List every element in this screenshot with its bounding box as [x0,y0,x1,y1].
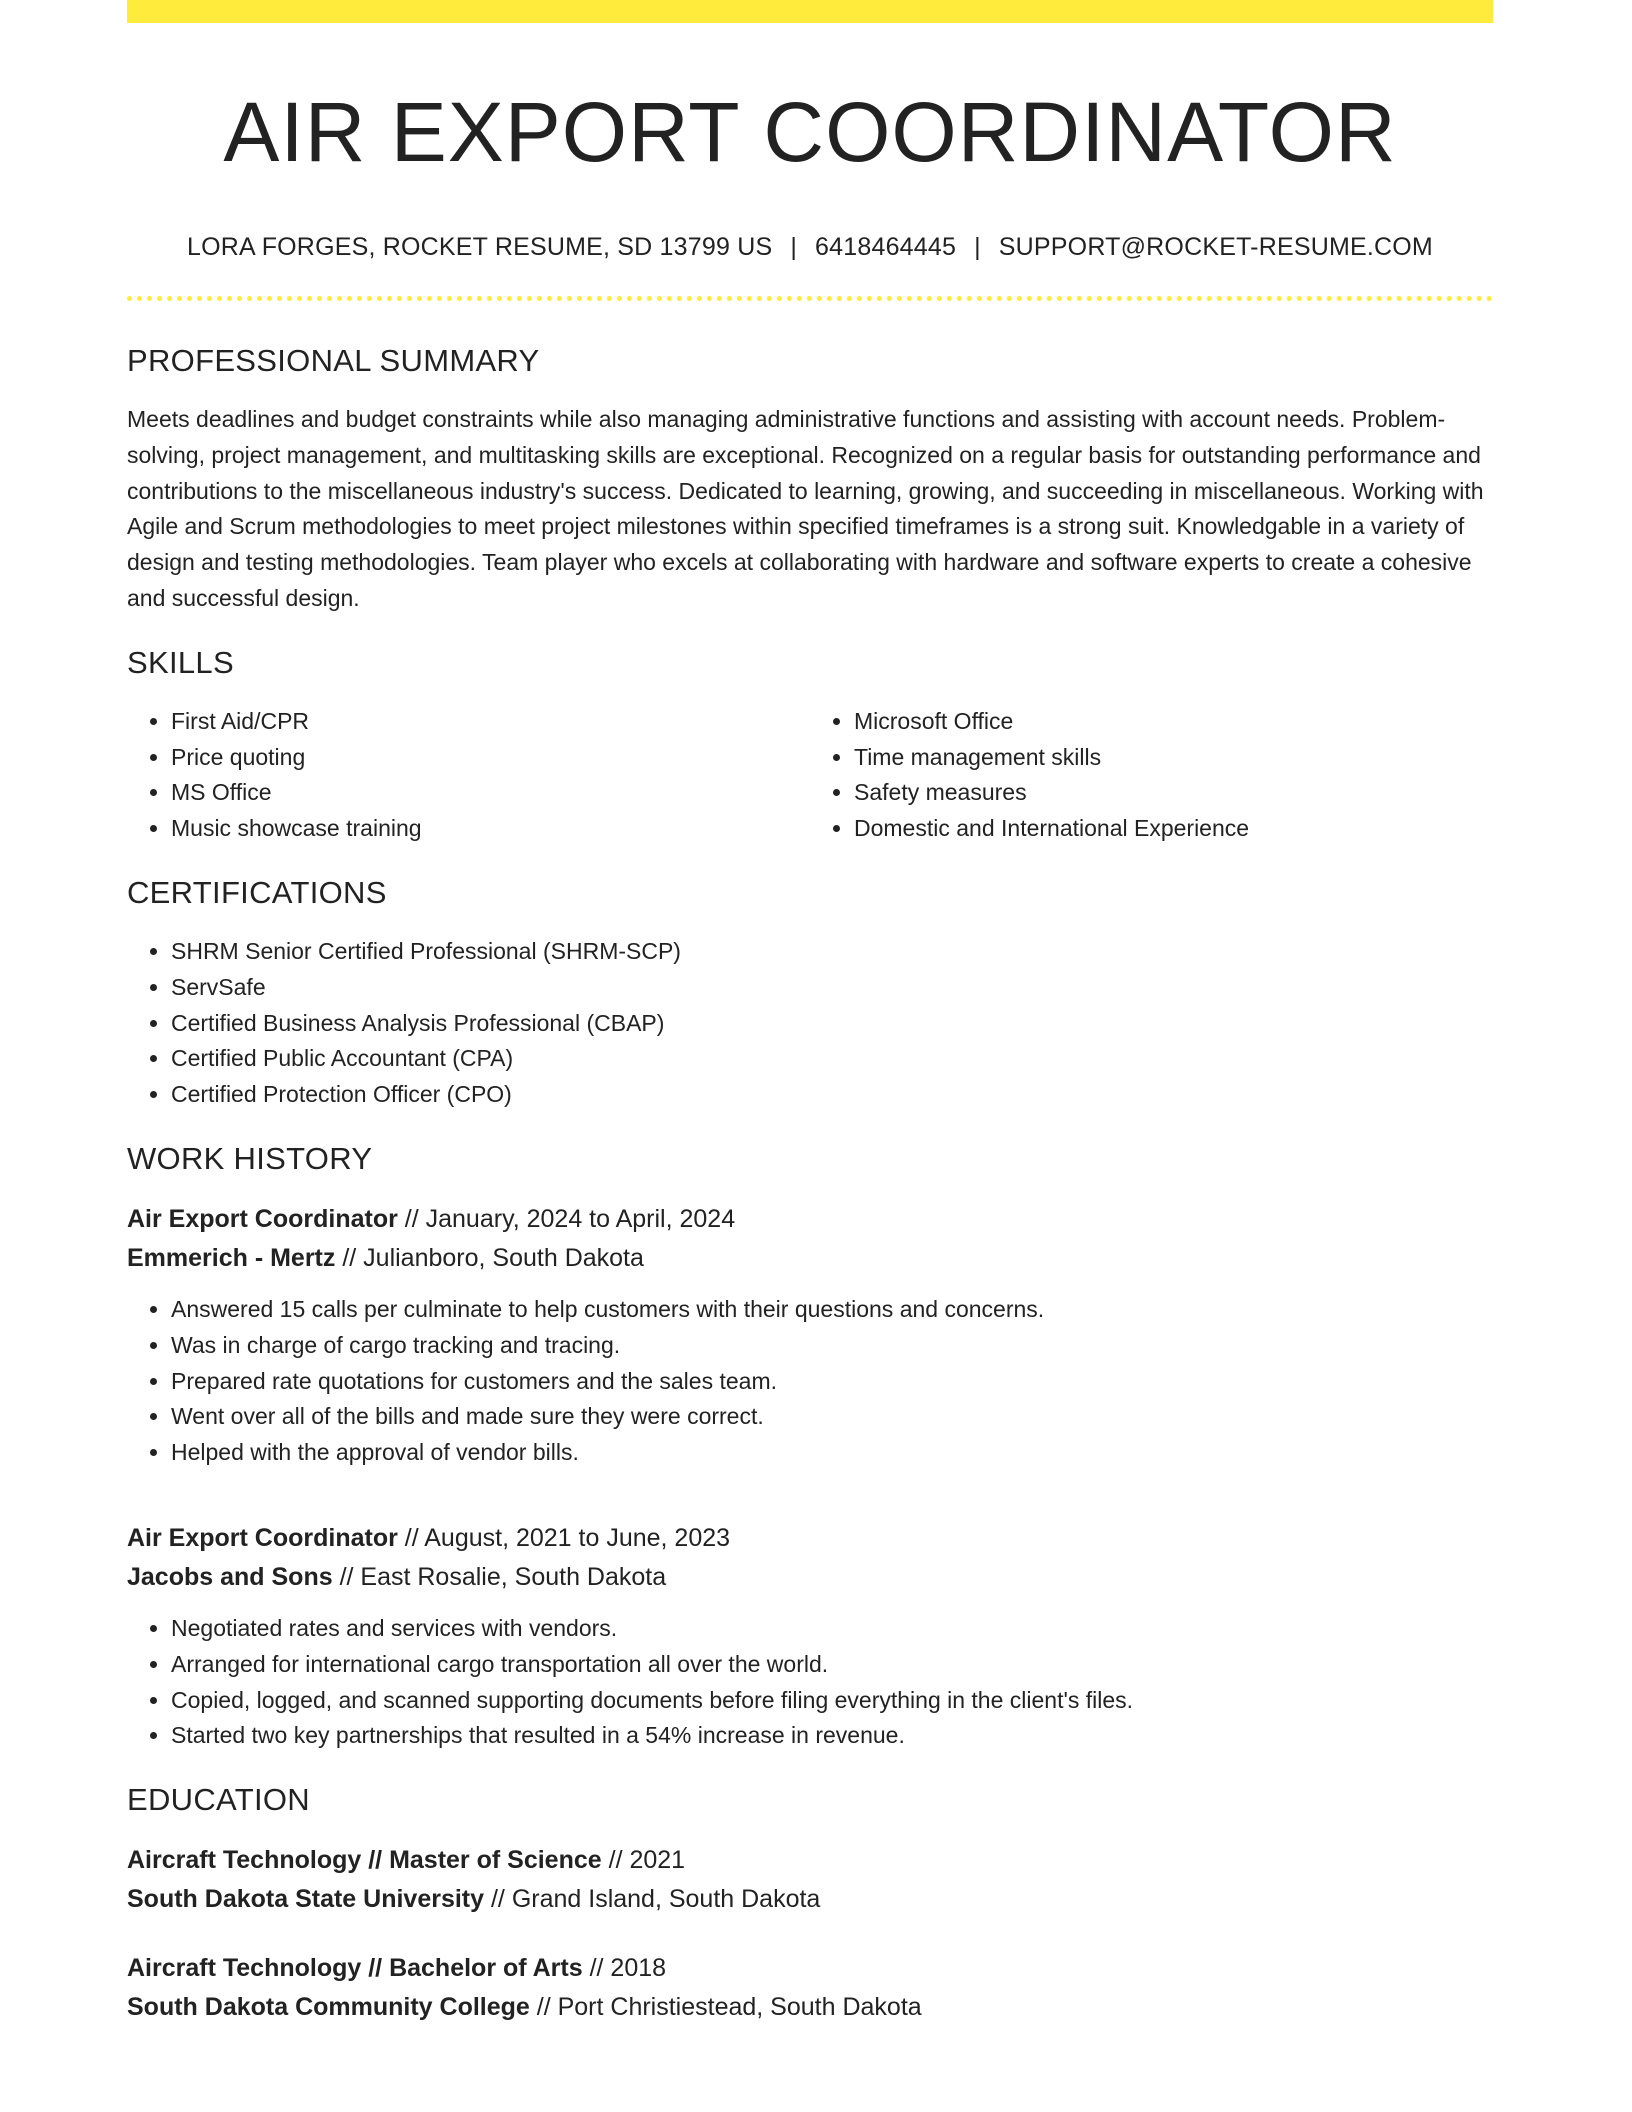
job-company: Jacobs and Sons [127,1562,333,1591]
summary-section [127,341,1493,617]
job-title-line [127,1200,1493,1239]
education-year: // 2018 [582,1954,667,1983]
education-school: South Dakota Community College [127,1993,530,2022]
skills-list-left [127,704,810,847]
job-bullet: • Copied, logged, and scanned supporting documents before filing everything in the client's files. [171,1683,1493,1719]
skills-heading: SKILLS [127,644,234,680]
education-section [127,1780,1493,2027]
education-degree: Aircraft Technology // Master of Science [127,1846,602,1875]
education-degree: Aircraft Technology // Bachelor of Arts [127,1954,583,1983]
skill-item: • Price quoting [171,740,810,776]
skill-item: • MS Office [171,775,810,811]
education-location: // Grand Island, South Dakota [484,1885,821,1914]
job-bullets [127,1611,1493,1754]
job-bullet: • Went over all of the bills and made sure they were correct. [171,1399,1493,1435]
job-company-line [127,1239,1493,1278]
job-company-line [127,1558,1493,1597]
contact-address: LORA FORGES, ROCKET RESUME, SD 13799 US [187,233,773,261]
contact-email: SUPPORT@ROCKET-RESUME.COM [998,233,1433,261]
job-bullet: • Helped with the approval of vendor bills. [171,1435,1493,1471]
skill-item: • First Aid/CPR [171,704,810,740]
contact-separator: | [974,233,981,261]
resume-title: AIR EXPORT COORDINATOR [223,85,1397,179]
skill-item: • Domestic and International Experience [854,811,1493,847]
skill-item: • Time management skills [854,740,1493,776]
education-entry [127,1949,1493,2027]
education-school: South Dakota State University [127,1885,485,1914]
skills-columns [127,704,1493,847]
summary-heading: PROFESSIONAL SUMMARY [127,343,540,378]
accent-top-bar [127,0,1493,23]
job-location: // East Rosalie, South Dakota [332,1562,667,1591]
job-bullets [127,1292,1493,1471]
certifications-section [127,873,1493,1113]
job-company: Emmerich - Mertz [127,1243,336,1272]
skill-item: • Safety measures [854,775,1493,811]
contact-separator: | [790,233,798,261]
job-bullet: • Prepared rate quotations for customers and the sales team. [171,1364,1493,1400]
job-dates: // August, 2021 to June, 2023 [397,1523,731,1552]
job-bullet: • Negotiated rates and services with vendors. [171,1611,1493,1647]
education-location: // Port Christiestead, South Dakota [529,1993,922,2022]
job-bullet: • Was in charge of cargo tracking and tracing. [171,1328,1493,1364]
work-history-heading: WORK HISTORY [127,1140,373,1176]
skills-list-right [810,704,1493,847]
job-title-line [127,1519,1493,1558]
job-entry [127,1200,1493,1471]
certifications-list [127,934,1493,1113]
education-degree-line [127,1949,1493,1988]
education-school-line [127,1988,1493,2027]
skill-item: • Microsoft Office [854,704,1493,740]
contact-phone: 6418464445 [815,233,957,261]
job-bullet: • Started two key partnerships that resulted in a 54% increase in revenue. [171,1718,1493,1754]
dotted-divider [127,296,1493,301]
skill-item: • Music showcase training [171,811,810,847]
certification-item: • SHRM Senior Certified Professional (SHRM-SCP) [171,934,1493,970]
job-title: Air Export Coordinator [127,1523,398,1552]
certifications-heading: CERTIFICATIONS [127,874,387,910]
job-entry [127,1519,1493,1754]
summary-text: Meets deadlines and budget constraints while also managing administrative functions and assisting with account needs. Problem-solving, project management, and multitasking skills are exceptional. Recognized on a regular basis for outstanding performance and contributions to the miscellaneous industry's success. Dedicated to learning, growing, and succeeding in miscellaneous. Working with Agile and Scrum methodologies to meet project milestones within specified timeframes is a strong suit. Knowledgable in a variety of design and testing methodologies. Team player who excels at collaborating with hardware and software experts to create a cohesive and successful design. [127,406,1484,611]
job-dates: // January, 2024 to April, 2024 [397,1204,736,1233]
job-location: // Julianboro, South Dakota [335,1243,644,1272]
resume-page [127,0,1493,2027]
job-bullet: • Arranged for international cargo transportation all over the world. [171,1647,1493,1683]
education-year: // 2021 [601,1846,686,1875]
certification-item: • Certified Business Analysis Professional (CBAP) [171,1006,1493,1042]
skills-section [127,643,1493,847]
education-entry [127,1841,1493,1919]
education-degree-line [127,1841,1493,1880]
certification-item: • Certified Protection Officer (CPO) [171,1077,1493,1113]
certification-item: • ServSafe [171,970,1493,1006]
job-title: Air Export Coordinator [127,1204,398,1233]
certification-item: • Certified Public Accountant (CPA) [171,1041,1493,1077]
contact-line [127,232,1493,262]
education-heading: EDUCATION [127,1782,310,1818]
work-history-section [127,1139,1493,1754]
job-bullet: • Answered 15 calls per culminate to help customers with their questions and concerns. [171,1292,1493,1328]
education-school-line [127,1880,1493,1919]
